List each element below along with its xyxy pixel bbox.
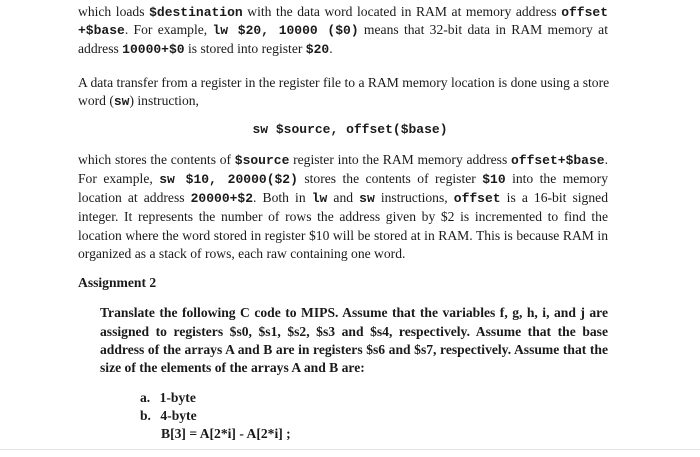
text: word ( — [78, 93, 114, 108]
code-register10: $10 — [482, 172, 506, 187]
code-lw-example: lw $20, 10000 ($0) — [212, 23, 359, 38]
option-text: 4-byte — [160, 408, 197, 423]
assignment-heading: Assignment 2 — [78, 275, 157, 290]
para1-line2 — [78, 21, 608, 40]
code-sw: sw — [113, 94, 130, 109]
c-code-line: B[3] = A[2*i] - A[2*i] ; — [161, 426, 291, 441]
text: . — [604, 152, 608, 167]
para3-line1 — [78, 151, 608, 170]
option-marker: a. — [140, 390, 151, 405]
para3-line5: location where the word stored in register $10 will be stored at in RAM. This is because RAM in — [78, 228, 608, 243]
text: For example, — [78, 171, 160, 186]
text: instructions, — [374, 190, 454, 205]
para2-line2 — [78, 92, 199, 111]
text: which stores the contents of — [78, 152, 235, 167]
text: is stored into register — [184, 41, 306, 56]
code-sw-example: sw $10, 20000($2) — [159, 172, 298, 187]
para1-line1 — [78, 3, 608, 22]
code-lw: lw — [311, 191, 328, 206]
assignment-line-1: Translate the following C code to MIPS. Assume that the variables f, g, h, i, and j are — [100, 305, 608, 320]
code-example: sw $source, offset($base) — [252, 122, 448, 137]
code-offset2: offset — [453, 191, 501, 206]
code-address2: 20000+$2 — [190, 191, 254, 206]
option-a — [140, 389, 196, 407]
text: register into the RAM memory address — [289, 152, 511, 167]
text: with the data word located in RAM at memory address — [242, 4, 562, 19]
text: location at address — [78, 190, 191, 205]
code-offset-base: offset+$base — [510, 153, 605, 168]
code-destination: $destination — [149, 5, 243, 20]
para3-line3 — [78, 189, 608, 208]
para1-line3 — [78, 40, 333, 59]
assignment-line-3: address of the arrays A and B are in registers $s6 and $s7, respectively. Assume that the — [100, 342, 608, 357]
page-bottom-divider — [0, 449, 700, 450]
text: and — [327, 190, 360, 205]
text: . For example, — [124, 22, 213, 37]
assignment-line-4: size of the elements of the arrays A and B are: — [100, 360, 365, 375]
code-offset: offset — [561, 5, 608, 20]
code-sw2: sw — [359, 191, 375, 206]
option-marker: b. — [140, 408, 151, 423]
text: into the memory — [505, 171, 609, 186]
text: stores the contents of register — [297, 171, 483, 186]
text: address — [78, 41, 123, 56]
para3-line6: organized as a stack of rows, each raw containing one word. — [78, 246, 406, 261]
text: ) instruction, — [129, 93, 199, 108]
text: . Both in — [253, 190, 312, 205]
text: . — [329, 41, 333, 56]
option-b — [140, 407, 197, 425]
para2-line1: A data transfer from a register in the register file to a RAM memory location is done using a store — [78, 75, 610, 90]
code-register: $20 — [305, 42, 330, 57]
text: means that 32-bit data in RAM memory at — [358, 22, 608, 37]
text: is a 16-bit signed — [500, 190, 608, 205]
code-base: +$base — [78, 23, 125, 38]
assignment-line-2: assigned to registers $s0, $s1, $s2, $s3 and $s4, respectively. Assume that the base — [100, 324, 608, 339]
option-text: 1-byte — [159, 390, 196, 405]
para3-line2 — [78, 170, 608, 189]
text: which loads — [78, 4, 150, 19]
code-address: 10000+$0 — [122, 42, 185, 57]
para3-line4: integer. It represents the number of rows the address given by $2 is incremented to find the — [78, 209, 608, 224]
code-source: $source — [234, 153, 290, 168]
